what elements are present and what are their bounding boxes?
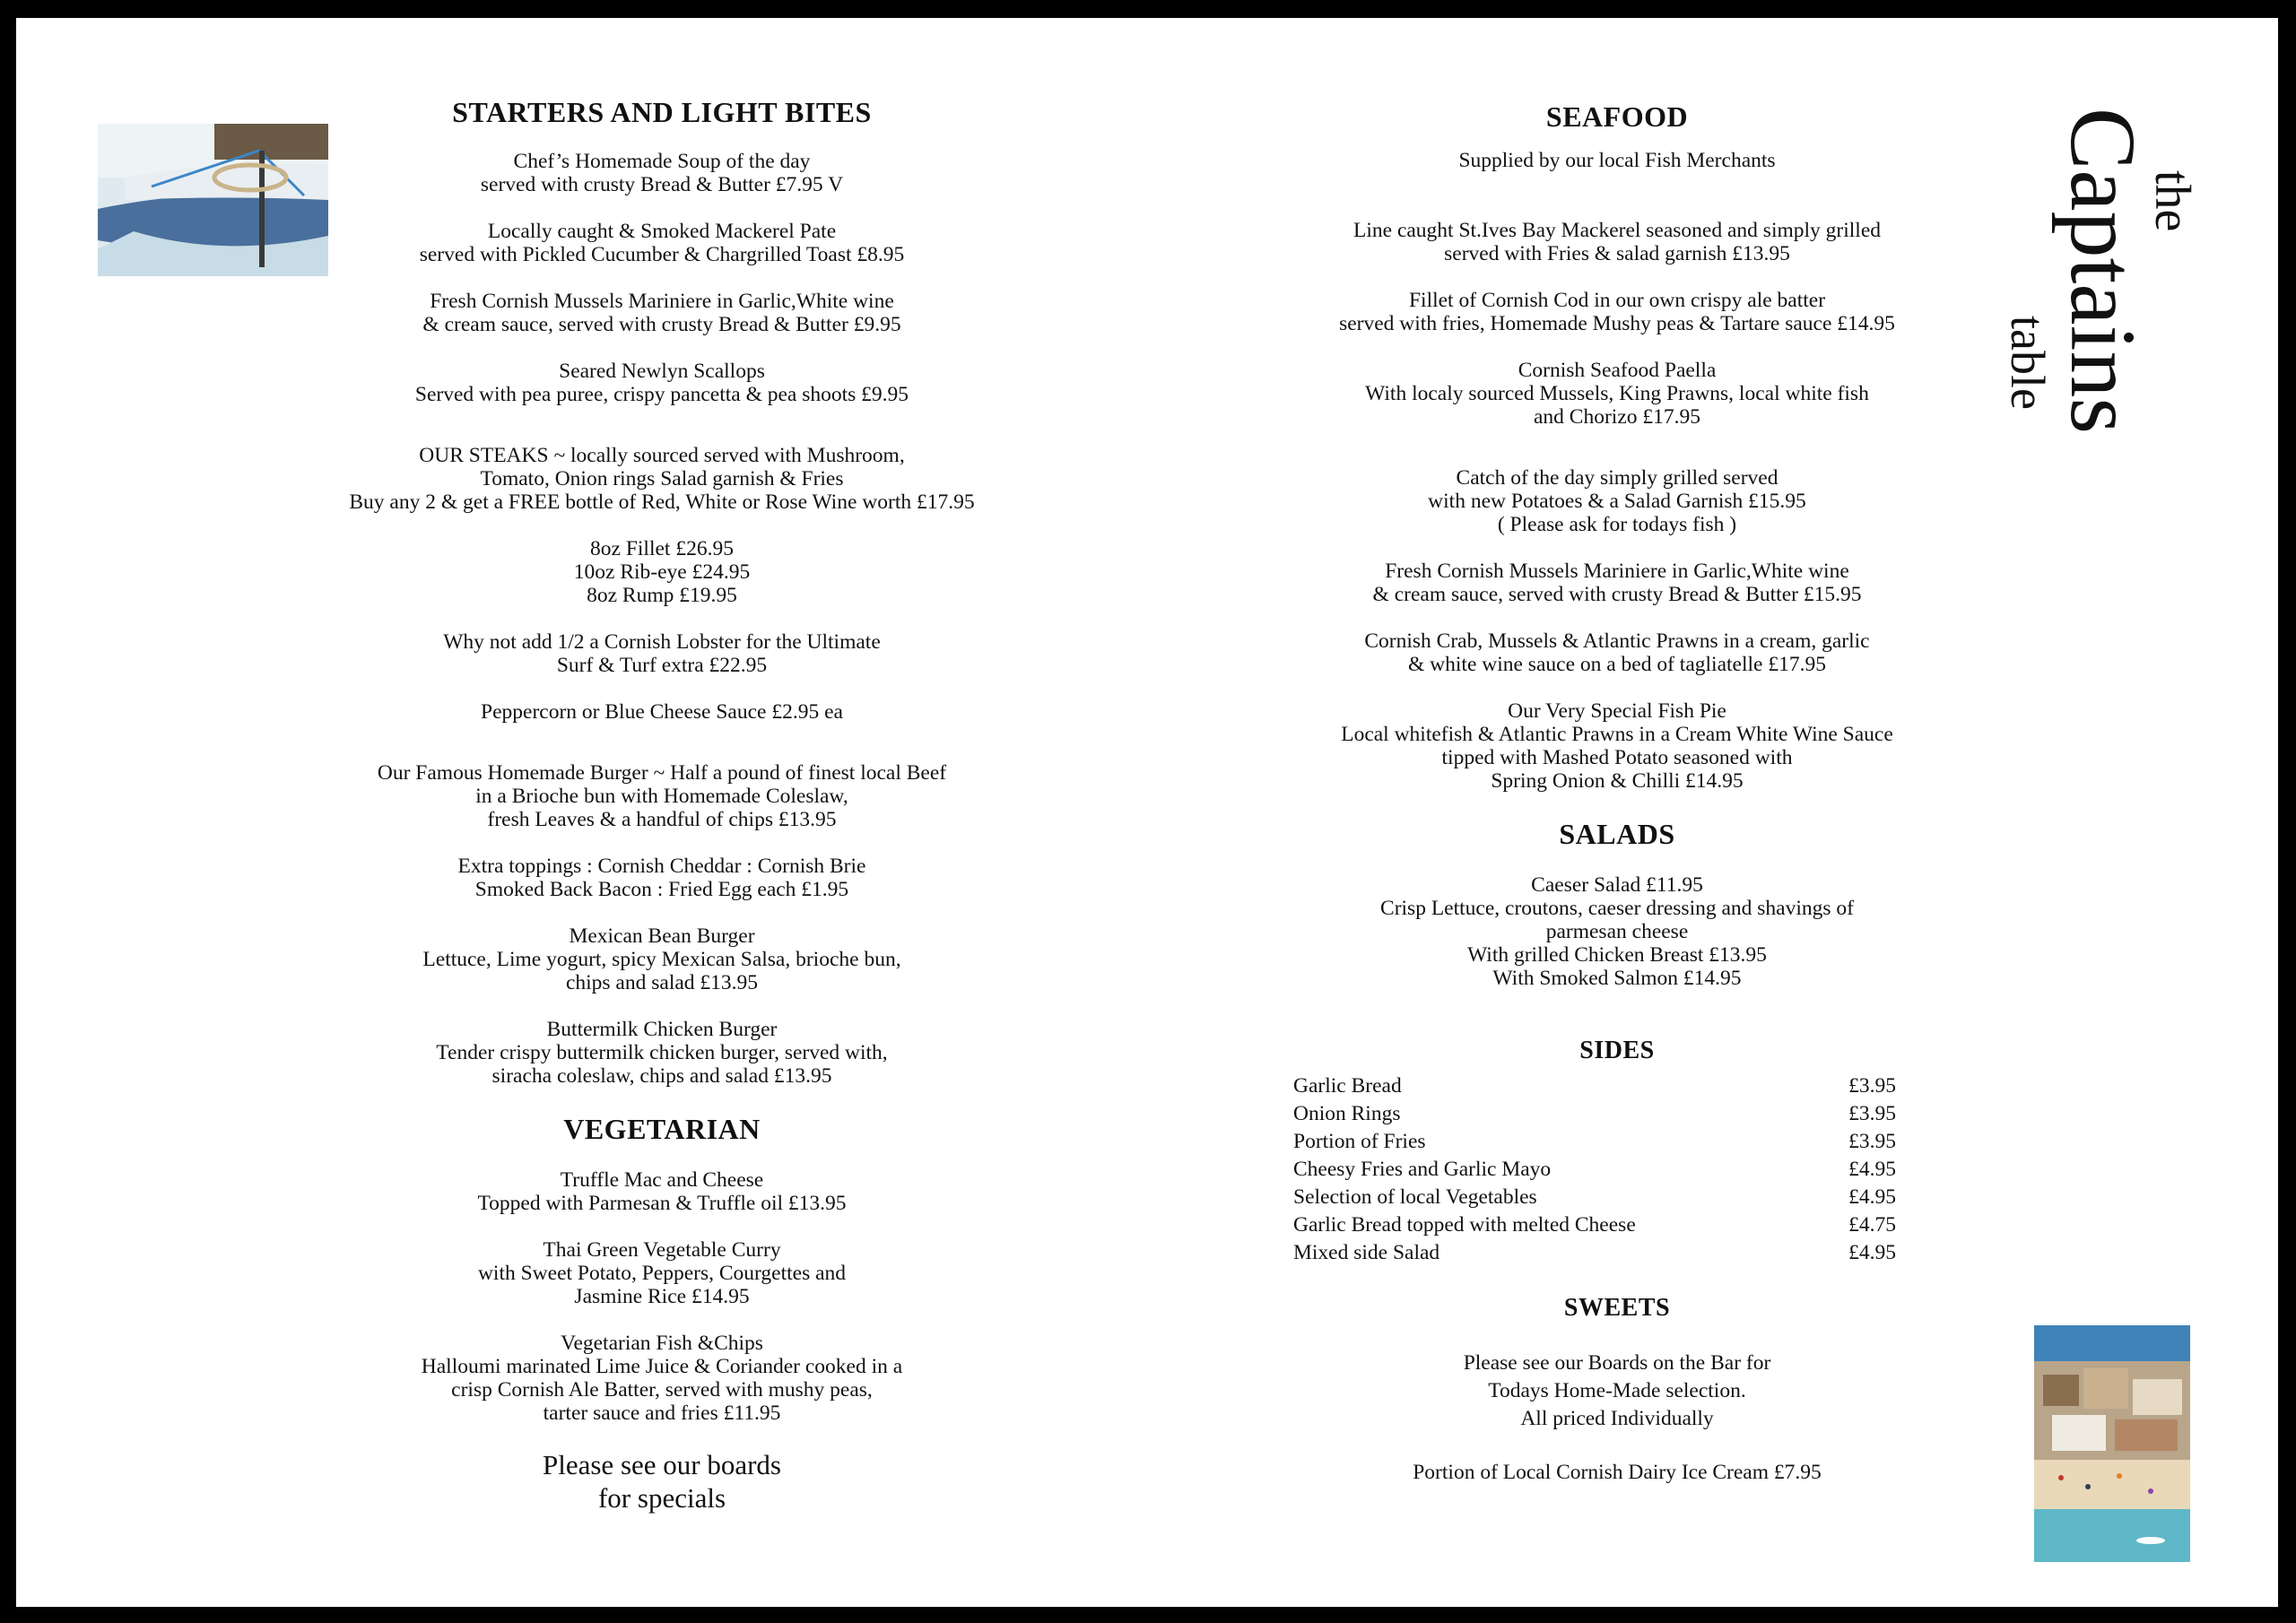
side-price: £4.75	[1848, 1213, 1896, 1237]
brand-logo	[2001, 108, 2205, 434]
side-row	[1293, 1184, 1896, 1211]
side-row	[1293, 1128, 1896, 1156]
starters-title: STARTERS AND LIGHT BITES	[452, 96, 872, 128]
side-name: Selection of local Vegetables	[1293, 1185, 1537, 1209]
side-row	[1293, 1072, 1896, 1100]
seafood-supplier-note: Supplied by our local Fish Merchants	[1458, 149, 1776, 172]
menu-item: Our Famous Homemade Burger ~ Half a pound of finest local Beef in a Brioche bun with Homemade Coleslaw, fresh Leaves & a handful of chips £13.95	[377, 761, 947, 831]
side-name: Mixed side Salad	[1293, 1241, 1440, 1264]
side-price: £4.95	[1848, 1241, 1896, 1264]
side-row	[1293, 1239, 1896, 1267]
steaks-prices: 8oz Fillet £26.95 10oz Rib-eye £24.95 8oz Rump £19.95	[573, 537, 751, 607]
right-column	[1191, 99, 2043, 1484]
menu-item: Catch of the day simply grilled served with new Potatoes & a Salad Garnish £15.95 ( Please ask for todays fish )	[1428, 466, 1806, 536]
menu-item: Thai Green Vegetable Curry with Sweet Potato, Peppers, Courgettes and Jasmine Rice £14.95	[477, 1238, 847, 1308]
side-name: Portion of Fries	[1293, 1130, 1426, 1153]
brand-the: the	[2144, 170, 2200, 232]
ice-cream-item: Portion of Local Cornish Dairy Ice Cream £7.95	[1413, 1461, 1822, 1484]
menu-item: Caeser Salad £11.95 Crisp Lettuce, croutons, caeser dressing and shavings of parmesan cheese With grilled Chicken Breast £13.95 With Smoked Salmon £14.95	[1380, 873, 1854, 990]
specials-note: Please see our boards for specials	[543, 1449, 781, 1514]
sweets-note: Please see our Boards on the Bar for Todays Home-Made selection. All priced Individually	[1463, 1351, 1771, 1430]
side-name: Cheesy Fries and Garlic Mayo	[1293, 1158, 1552, 1181]
town-image	[2034, 1325, 2190, 1562]
menu-item: Extra toppings : Cornish Cheddar : Cornish Brie Smoked Back Bacon : Fried Egg each £1.95	[457, 855, 866, 901]
menu-item: Line caught St.Ives Bay Mackerel seasoned and simply grilled served with Fries & salad garnish £13.95	[1353, 219, 1881, 265]
side-name: Garlic Bread	[1293, 1074, 1402, 1098]
side-price: £3.95	[1848, 1074, 1896, 1098]
menu-page	[16, 18, 2278, 1607]
seafood-title: SEAFOOD	[1545, 100, 1689, 133]
sauce-item: Peppercorn or Blue Cheese Sauce £2.95 ea	[481, 700, 843, 724]
harbour-town-photo	[2034, 1325, 2190, 1562]
menu-item: Buttermilk Chicken Burger Tender crispy buttermilk chicken burger, served with, siracha coleslaw, chips and salad £13.95	[436, 1018, 888, 1088]
menu-item: Mexican Bean Burger Lettuce, Lime yogurt, spicy Mexican Salsa, brioche bun, chips and salad £13.95	[422, 924, 901, 994]
side-row	[1293, 1156, 1896, 1184]
menu-item: Vegetarian Fish &Chips Halloumi marinated Lime Juice & Coriander cooked in a crisp Cornish Ale Batter, served with mushy peas, tarter sauce and fries £11.95	[421, 1332, 903, 1425]
side-price: £4.95	[1848, 1185, 1896, 1209]
vegetarian-title: VEGETARIAN	[563, 1113, 761, 1145]
menu-item: Fresh Cornish Mussels Mariniere in Garlic,White wine & cream sauce, served with crusty Bread & Butter £9.95	[422, 290, 901, 336]
menu-item: Our Very Special Fish Pie Local whitefish & Atlantic Prawns in a Cream White Wine Sauce tipped with Mashed Potato seasoned with Spring Onion & Chilli £14.95	[1341, 699, 1893, 793]
side-row	[1293, 1211, 1896, 1239]
menu-item: Cornish Seafood Paella With localy sourced Mussels, King Prawns, local white fish and Chorizo £17.95	[1365, 359, 1869, 429]
sweets-title: SWEETS	[1563, 1294, 1671, 1322]
side-name: Garlic Bread topped with melted Cheese	[1293, 1213, 1636, 1237]
salads-title: SALADS	[1559, 818, 1675, 850]
brand-captains: Captains	[2051, 108, 2154, 434]
menu-item: Fillet of Cornish Cod in our own crispy ale batter served with fries, Homemade Mushy peas & Tartare sauce £14.95	[1339, 289, 1895, 335]
menu-item: Fresh Cornish Mussels Mariniere in Garlic,White wine & cream sauce, served with crusty Bread & Butter £15.95	[1372, 560, 1862, 606]
menu-item: Cornish Crab, Mussels & Atlantic Prawns in a cream, garlic & white wine sauce on a bed of tagliatelle £17.95	[1364, 629, 1870, 676]
side-price: £3.95	[1848, 1102, 1896, 1125]
steaks-intro: OUR STEAKS ~ locally sourced served with Mushroom, Tomato, Onion rings Salad garnish & Fries Buy any 2 & get a FREE bottle of Red, White or Rose Wine worth £17.95	[349, 444, 975, 514]
menu-item: Seared Newlyn Scallops Served with pea puree, crispy pancetta & pea shoots £9.95	[414, 360, 909, 406]
brand-table: table	[2001, 316, 2055, 410]
side-price: £3.95	[1848, 1130, 1896, 1153]
side-name: Onion Rings	[1293, 1102, 1401, 1125]
side-price: £4.95	[1848, 1158, 1896, 1181]
menu-item: Why not add 1/2 a Cornish Lobster for the Ultimate Surf & Turf extra £22.95	[443, 630, 881, 677]
left-column	[222, 94, 1101, 1515]
menu-item: Truffle Mac and Cheese Topped with Parmesan & Truffle oil £13.95	[477, 1168, 847, 1215]
side-row	[1293, 1100, 1896, 1128]
menu-item: Chef’s Homemade Soup of the day served with crusty Bread & Butter £7.95 V	[480, 150, 844, 196]
sides-list	[1293, 1072, 1896, 1267]
menu-item: Locally caught & Smoked Mackerel Pate served with Pickled Cucumber & Chargrilled Toast £8.95	[419, 220, 905, 266]
sides-title: SIDES	[1579, 1037, 1655, 1064]
